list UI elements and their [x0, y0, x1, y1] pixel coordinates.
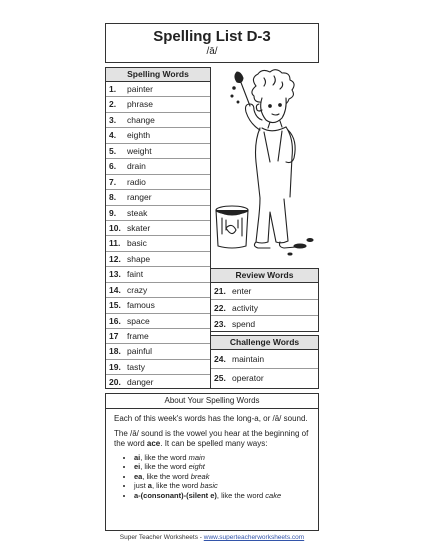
word-row — [106, 144, 210, 159]
spelling-word: activity — [232, 302, 258, 313]
footer-link[interactable]: www.superteacherworksheets.com — [203, 534, 305, 541]
word-number: 8. — [109, 192, 117, 203]
word-number: 9. — [109, 207, 117, 218]
word-number: 11. — [109, 238, 121, 249]
spelling-pattern-item — [134, 472, 310, 481]
footer — [105, 533, 319, 542]
about-paragraph-1: Each of this week's words has the long-a, or /ā/ sound. — [114, 414, 308, 423]
challenge-words-table — [210, 335, 319, 389]
spelling-pattern-item — [134, 491, 310, 500]
word-row — [106, 128, 210, 143]
spelling-pattern-item — [134, 453, 310, 462]
word-row — [106, 159, 210, 174]
spelling-word: crazy — [127, 284, 148, 295]
spelling-word: radio — [127, 176, 146, 187]
page-title: Spelling List D-3 — [153, 28, 271, 45]
spelling-word: tasty — [127, 361, 145, 372]
review-words-table — [210, 268, 319, 332]
word-number: 5. — [109, 145, 117, 156]
word-number: 16. — [109, 315, 121, 326]
word-number: 1. — [109, 84, 117, 94]
pattern-mid: , like the word — [140, 462, 189, 472]
word-number: 7. — [109, 176, 117, 187]
word-row — [106, 283, 210, 298]
spelling-word: shape — [127, 253, 151, 264]
word-row — [106, 298, 210, 313]
word-row — [211, 300, 318, 317]
word-row — [106, 252, 210, 267]
word-number: 18. — [109, 346, 121, 357]
word-row — [211, 316, 318, 333]
spelling-word: weight — [127, 145, 152, 156]
pattern-bold: ea — [134, 471, 143, 481]
spelling-word: maintain — [232, 354, 265, 364]
word-number: 2. — [109, 99, 117, 110]
word-row — [106, 97, 210, 112]
word-number: 23. — [214, 319, 226, 329]
spelling-word: drain — [127, 161, 146, 172]
spelling-word: eighth — [127, 130, 151, 141]
about-section — [105, 393, 319, 531]
review-words-header: Review Words — [211, 269, 318, 283]
review-words-list — [211, 283, 318, 333]
spelling-word: danger — [127, 377, 154, 388]
word-row — [106, 375, 210, 390]
word-row — [106, 314, 210, 329]
word-row — [106, 329, 210, 344]
phonics-sound: /ā/ — [206, 46, 218, 57]
word-row — [106, 175, 210, 190]
word-row — [106, 344, 210, 359]
spelling-word: enter — [232, 286, 252, 296]
para2-bold-word: ace — [146, 439, 161, 448]
pattern-bold: a — [147, 481, 152, 491]
para2-text-end: . It can be spelled many ways: — [160, 439, 268, 448]
spelling-word: painful — [127, 346, 153, 357]
spelling-word: steak — [127, 207, 148, 218]
footer-site-name: Super Teacher Worksheets - — [119, 534, 204, 541]
spelling-pattern-item — [134, 462, 310, 471]
challenge-words-list — [211, 350, 318, 388]
spelling-word: faint — [127, 269, 144, 280]
word-row — [106, 267, 210, 282]
about-header: About Your Spelling Words — [106, 394, 318, 409]
pattern-ital: eight — [188, 462, 205, 472]
spelling-word: change — [127, 114, 155, 125]
spelling-word: phrase — [127, 99, 153, 110]
spelling-word: spend — [232, 319, 256, 329]
word-row — [106, 82, 210, 97]
pattern-bold: ei — [134, 462, 141, 472]
pattern-ital: cake — [265, 490, 282, 500]
word-number: 12. — [109, 253, 121, 264]
word-number: 4. — [109, 130, 117, 141]
spelling-word: basic — [127, 238, 147, 249]
word-number: 21. — [214, 286, 226, 296]
word-number: 6. — [109, 161, 117, 172]
pattern-bold: a-(consonant)-(silent e) — [134, 490, 217, 500]
pattern-ital: main — [188, 453, 205, 462]
pattern-mid: , like the word — [140, 453, 189, 462]
word-row — [211, 369, 318, 388]
word-number: 17 — [109, 331, 119, 341]
spelling-word: frame — [127, 331, 149, 341]
word-row — [106, 113, 210, 128]
word-row — [106, 360, 210, 375]
word-row — [211, 350, 318, 369]
spelling-word: painter — [127, 84, 153, 94]
about-paragraph-2 — [114, 429, 310, 449]
spelling-word: famous — [127, 300, 155, 311]
spelling-word: space — [127, 315, 150, 326]
word-number: 25. — [214, 373, 226, 383]
spelling-word: skater — [127, 222, 151, 233]
word-row — [211, 283, 318, 300]
word-row — [106, 221, 210, 236]
word-number: 10. — [109, 222, 121, 233]
pattern-bold: ai — [134, 453, 141, 462]
pattern-mid: , like the word — [142, 471, 191, 481]
word-number: 15. — [109, 300, 121, 311]
spelling-words-table — [105, 67, 211, 389]
spelling-words-list — [106, 82, 210, 391]
word-number: 22. — [214, 302, 226, 313]
pattern-mid: , like the word — [216, 490, 266, 500]
word-row — [106, 190, 210, 205]
pattern-mid: , like the word — [151, 481, 201, 491]
spelling-word: operator — [232, 373, 264, 383]
word-number: 3. — [109, 114, 117, 125]
word-number: 13. — [109, 269, 121, 280]
word-number: 14. — [109, 284, 121, 295]
challenge-words-header: Challenge Words — [211, 336, 318, 350]
pattern-ital: basic — [200, 481, 218, 491]
word-number: 24. — [214, 354, 226, 364]
spelling-pattern-item — [134, 481, 310, 490]
spelling-word: ranger — [127, 192, 152, 203]
word-number: 20. — [109, 377, 121, 388]
word-number: 19. — [109, 361, 121, 372]
pattern-pre: just — [134, 481, 148, 491]
spelling-patterns-list — [114, 453, 310, 500]
word-row — [106, 236, 210, 251]
title-box — [105, 23, 319, 63]
painter-boy-illustration — [212, 68, 318, 268]
word-row — [106, 206, 210, 221]
spelling-words-header: Spelling Words — [106, 68, 210, 82]
pattern-ital: break — [190, 471, 210, 481]
para2-text: The /ā/ sound is the vowel you hear at the beginning of the word — [114, 429, 309, 448]
